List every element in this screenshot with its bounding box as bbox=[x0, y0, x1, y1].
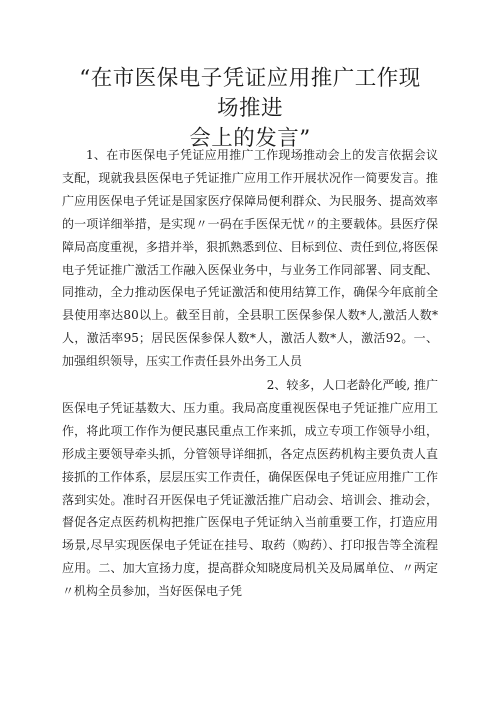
paragraph-1: 1、在市医保电子凭证应用推广工作现场推动会上的发言依据会议支配，现就我县医保电子凭证推广应用工作开展状况作一简要发言。推广应用医保电子凭证是国家医疗保障局便利群众、为民服务、提高效率的一项详细举措，是实现〃一码在手医保无忧〃的主要载体。县医疗保障局高度重视，多措并举，狠抓熟悉到位、目标到位、责任到位,将医保电子凭证推广激活工作融入医保业务中，与业务工作同部署、同支配、同推动，全力推动医保电子凭证激活和使用结算工作，确保今年底前全县使用率达80以上。截至目前，全县职工医保参保人数*人,激活人数*人，激活率95；居民医保参保人数*人，激活人数*人，激活92。一、加强组织领导，压实工作责任县外出务工人员 bbox=[62, 148, 438, 369]
title-line-1: “在市医保电子凭证应用推广工作现场推进 bbox=[79, 66, 421, 121]
paragraph-2-body: 医保电子凭证基数大、压力重。我局高度重视医保电子凭证推广应用工作，将此项工作作为便民惠民重点工作来抓，成立专项工作领导小组，形成主要领导牵头抓，分管领导详细抓，各定点医药机构主要负责人直接抓的工作体系，层层压实工作责任，确保医保电子凭证应用推广工作落到实处。准时召开医保电子凭证激活推广启动会、培训会、推动会，督促各定点医药机构把推广医保电子凭证纳入当前重要工作，打造应用场景,尽早实现医保电子凭证在挂号、取药（购药）、打印报告等全流程应用。二、加大宣扬力度，提高群众知晓度局机关及局属单位、〃两定〃机构全员参加，当好医保电子凭 bbox=[62, 400, 438, 599]
document-title bbox=[70, 64, 430, 154]
paragraph-2-lead: 2、较多，人口老龄化严峻, 推广 bbox=[266, 378, 438, 392]
paragraph-2 bbox=[62, 374, 438, 603]
title-line-2: 会上的发言” bbox=[189, 126, 311, 151]
